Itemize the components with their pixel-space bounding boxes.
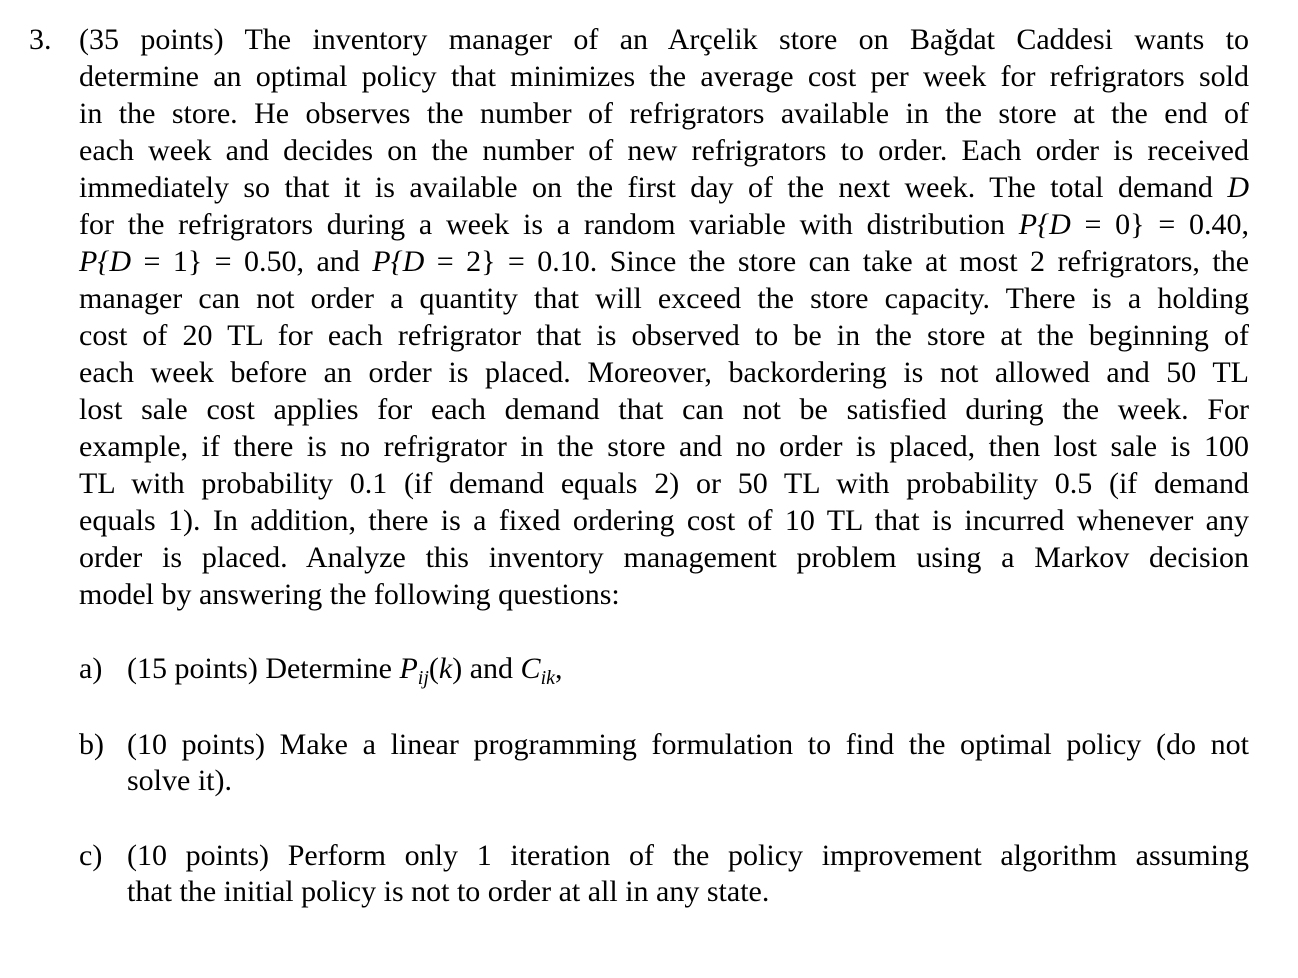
c-subscript: ik	[540, 667, 555, 689]
part-b-line-1: (10 points) Make a linear programming formulation to find the optimal policy (do not	[127, 728, 1249, 761]
dist-p0-symbol: D	[1049, 208, 1071, 241]
part-c-line-2: that the initial policy is not to order at all in any state.	[127, 875, 770, 908]
dist-p1-text: = 1} = 0.50, and	[143, 245, 360, 278]
p-symbol: P	[399, 652, 418, 685]
part-a-label: a)	[79, 652, 103, 685]
question-line-5	[79, 169, 1249, 206]
question-line-8: manager can not order a quantity that will exceed the store capacity. There is a holding	[79, 282, 1249, 315]
question-number: 3.	[29, 23, 52, 56]
part-c-line-1: (10 points) Perform only 1 iteration of the policy improvement algorithm assuming	[127, 839, 1249, 872]
question-line-4: each week and decides on the number of new refrigrators to order. Each order is received	[79, 134, 1249, 167]
question-line-15: order is placed. Analyze this inventory management problem using a Markov decision	[79, 541, 1249, 574]
question-line-1: (35 points) The inventory manager of an Arçelik store on Bağdat Caddesi wants to	[79, 23, 1249, 56]
dist-p0-prefix: P{	[1018, 208, 1050, 241]
question-line-10: each week before an order is placed. Moreover, backordering is not allowed and 50 TL	[79, 356, 1249, 389]
part-a-trail: ,	[555, 652, 563, 685]
demand-symbol: D	[1227, 171, 1250, 204]
question-line-5-text: immediately so that it is available on the first day of the next week. The total demand	[79, 171, 1213, 204]
dist-p2-prefix: P{D	[372, 245, 425, 278]
part-b-text	[127, 727, 1249, 799]
question-line-11: lost sale cost applies for each demand that can not be satisfied during the week. For	[79, 393, 1249, 426]
question-line-9: cost of 20 TL for each refrigrator that is observed to be in the store at the beginning of	[79, 319, 1249, 352]
question-line-12: example, if there is no refrigrator in the store and no order is placed, then lost sale is 100	[79, 430, 1249, 463]
dist-p2-text: = 2} = 0.10. Since the store can take at most 2 refrigrators, the	[436, 245, 1250, 278]
dist-p1-prefix: P{D	[79, 245, 131, 278]
dist-p0-suffix: = 0} = 0.40,	[1084, 208, 1249, 241]
question-body	[79, 21, 1249, 613]
part-c-text	[127, 838, 1249, 910]
question-line-6-text: for the refrigrators during a week is a random variable with distribution	[79, 208, 1005, 241]
part-c-label: c)	[79, 839, 103, 872]
c-symbol: C	[520, 652, 541, 685]
p-subscript: ij	[417, 667, 429, 689]
question-line-6	[79, 206, 1249, 243]
part-a-prefix: (15 points) Determine	[127, 652, 392, 685]
question-line-3: in the store. He observes the number of refrigrators available in the store at the end of	[79, 97, 1249, 130]
question-line-2: determine an optimal policy that minimizes the average cost per week for refrigrators sold	[79, 60, 1249, 93]
p-argument: (k)	[428, 652, 463, 685]
part-a-and: and	[469, 652, 514, 685]
question-line-7	[79, 243, 1249, 280]
question-line-14: equals 1). In addition, there is a fixed ordering cost of 10 TL that is incurred whenever any	[79, 504, 1249, 537]
part-a-text	[127, 651, 1249, 687]
question-line-16: model by answering the following questions:	[79, 578, 620, 611]
part-b-line-2: solve it).	[127, 764, 232, 797]
question-line-13: TL with probability 0.1 (if demand equals 2) or 50 TL with probability 0.5 (if demand	[79, 467, 1249, 500]
part-b-label: b)	[79, 728, 104, 761]
